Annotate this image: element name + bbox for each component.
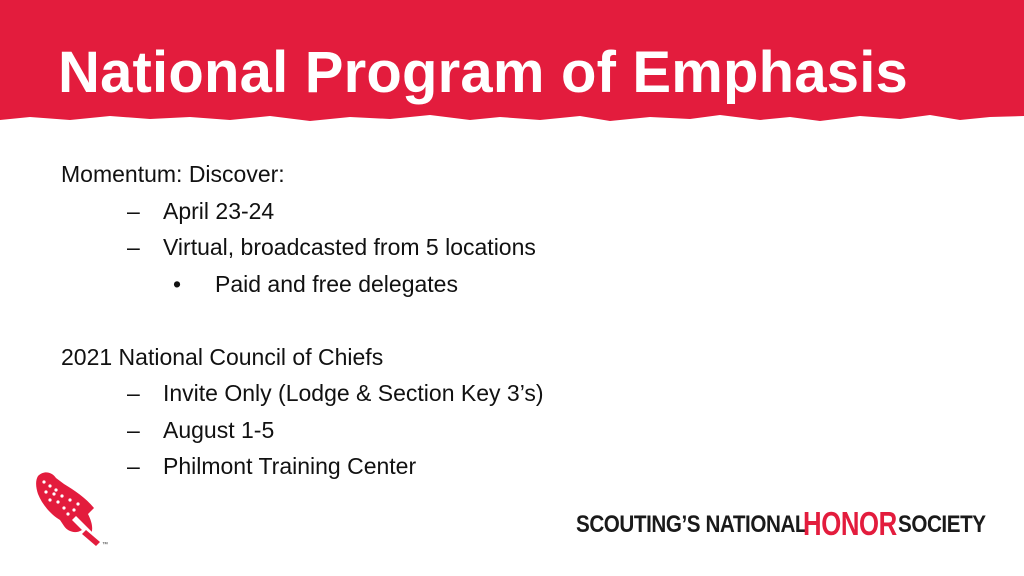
list-item xyxy=(61,412,861,449)
wordmark-part-1: SCOUTING’S NATIONAL xyxy=(576,511,808,538)
section-heading-noac: 2021 National Council of Chiefs xyxy=(61,343,384,370)
list-item-text: Invite Only (Lodge & Section Key 3’s) xyxy=(163,380,544,406)
dash-marker: – xyxy=(127,234,140,260)
trademark-mark: ™ xyxy=(102,542,108,548)
title-banner xyxy=(0,0,1024,130)
list-item-text: Philmont Training Center xyxy=(163,453,417,479)
dash-marker: – xyxy=(127,197,140,224)
list-item xyxy=(61,229,861,266)
slide-content xyxy=(61,156,861,485)
honor-society-wordmark xyxy=(576,505,986,545)
spacer xyxy=(61,302,861,339)
slide-title: National Program of Emphasis xyxy=(58,40,908,105)
list-item xyxy=(61,448,861,485)
arrowhead-logo-icon xyxy=(30,470,120,550)
dash-marker: – xyxy=(127,416,140,443)
list-item xyxy=(61,193,861,230)
section-heading-momentum: Momentum: Discover: xyxy=(61,161,285,187)
wordmark-honor: HONOR xyxy=(803,505,897,542)
dash-marker: – xyxy=(127,380,140,406)
list-item-text: Virtual, broadcasted from 5 locations xyxy=(163,234,536,260)
sub-list-item xyxy=(61,266,861,303)
dash-marker: – xyxy=(127,453,140,479)
wordmark-part-2: SOCIETY xyxy=(898,511,986,538)
list-item xyxy=(61,375,861,412)
sub-list-item-text: Paid and free delegates xyxy=(215,270,458,297)
list-item-text: April 23-24 xyxy=(163,197,275,224)
list-item-text: August 1-5 xyxy=(163,416,275,443)
bullet-marker: • xyxy=(173,270,182,297)
